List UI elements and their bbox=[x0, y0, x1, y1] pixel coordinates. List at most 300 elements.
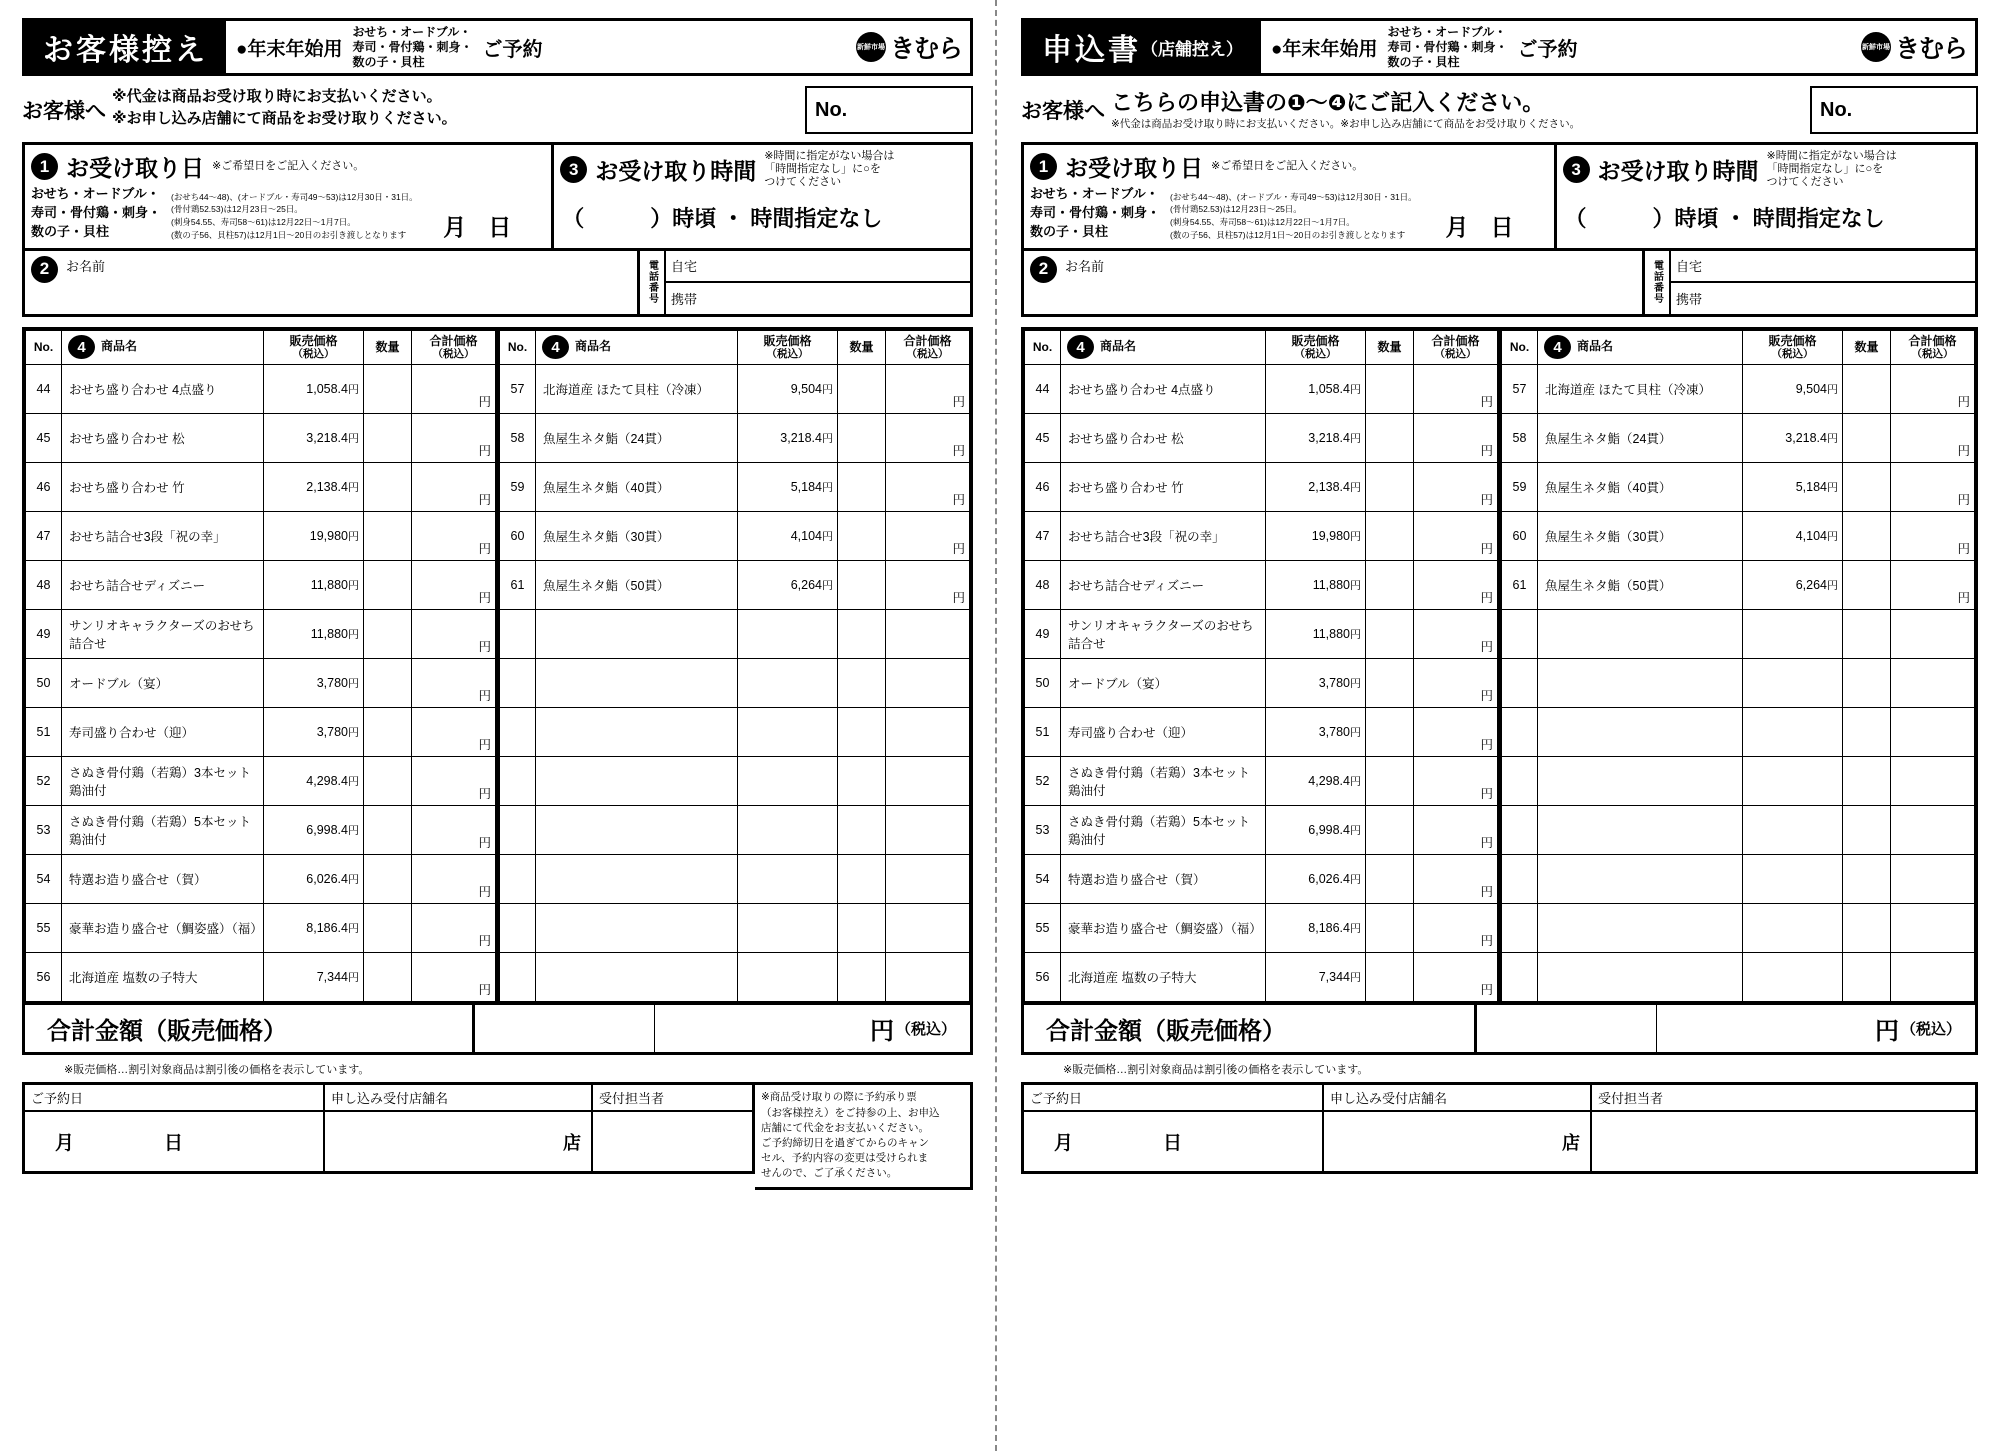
cell-price bbox=[1743, 757, 1843, 806]
product-table-right bbox=[1021, 327, 1978, 1006]
table-row bbox=[1025, 708, 1498, 757]
total-row-left bbox=[22, 1005, 973, 1055]
tel-home-field-right[interactable] bbox=[1671, 251, 1975, 284]
tel-home-field-left[interactable] bbox=[666, 251, 970, 284]
cell-total-input[interactable]: 円 bbox=[1891, 414, 1975, 463]
cell-price: 6,026.4円 bbox=[1266, 855, 1366, 904]
cell-quantity-input[interactable] bbox=[838, 757, 886, 806]
cell-price: 2,138.4円 bbox=[1266, 463, 1366, 512]
receive-detail-right-line2: (骨付鶏52.53)は12月23日～25日。 bbox=[1170, 204, 1302, 215]
table-row bbox=[1025, 561, 1498, 610]
cell-total-input[interactable] bbox=[886, 953, 970, 1002]
cell-product-name: さぬき骨付鶏（若鶏）3本セット 鶏油付 bbox=[1061, 757, 1266, 806]
cell-price: 4,104円 bbox=[1743, 512, 1843, 561]
receive-time-input-left[interactable]: （ ）時頃 ・ 時間指定なし bbox=[562, 205, 883, 231]
shop-name-value-left[interactable] bbox=[325, 1112, 591, 1171]
table-row bbox=[500, 708, 970, 757]
cell-quantity-input[interactable] bbox=[1843, 463, 1891, 512]
cell-price bbox=[738, 904, 838, 953]
cell-no: 54 bbox=[1025, 855, 1061, 904]
staff-value-left[interactable] bbox=[593, 1112, 752, 1171]
cell-product-name: おせち盛り合わせ 4点盛り bbox=[1061, 365, 1266, 414]
table-header-row bbox=[1025, 330, 1498, 365]
cell-quantity-input[interactable] bbox=[364, 708, 412, 757]
cell-product-name: おせち詰合せ3段「祝の幸」 bbox=[1061, 512, 1266, 561]
reservation-no-field-right[interactable] bbox=[1810, 86, 1978, 134]
cell-quantity-input[interactable] bbox=[364, 659, 412, 708]
table-row bbox=[1025, 904, 1498, 953]
table-row bbox=[1502, 659, 1975, 708]
cell-total-input[interactable] bbox=[1891, 610, 1975, 659]
cell-total-input[interactable] bbox=[886, 855, 970, 904]
cell-product-name: 特選お造り盛合せ（賀） bbox=[1061, 855, 1266, 904]
cell-quantity-input[interactable] bbox=[838, 708, 886, 757]
cell-total-input[interactable]: 円 bbox=[1414, 806, 1498, 855]
tel-home-label-right: 自宅 bbox=[1676, 259, 1703, 275]
receive-detail-left-line3: (刺身54.55、寿司58～61)は12月22日～1月7日。 bbox=[171, 217, 356, 228]
product-rows-b-left bbox=[500, 365, 970, 1002]
receive-time-head-left bbox=[554, 145, 970, 192]
cell-product-name: 北海道産 塩数の子特大 bbox=[1061, 953, 1266, 1002]
cell-total-input[interactable]: 円 bbox=[1414, 610, 1498, 659]
cell-total-input[interactable]: 円 bbox=[1414, 365, 1498, 414]
cell-price: 11,880円 bbox=[264, 610, 364, 659]
footnote-right: ※販売価格…割引対象商品は割引後の価格を表示しています。 bbox=[1063, 1064, 1369, 1077]
header-items-left-line3: 数の子・貝柱 bbox=[352, 54, 425, 69]
cell-total-input[interactable] bbox=[886, 708, 970, 757]
cell-product-name: 北海道産 塩数の子特大 bbox=[62, 953, 264, 1002]
total-spacer-right bbox=[1477, 1005, 1657, 1052]
cell-quantity-input[interactable] bbox=[364, 757, 412, 806]
cell-total-input[interactable]: 円 bbox=[412, 708, 496, 757]
cell-product-name bbox=[536, 708, 738, 757]
cell-total-input[interactable]: 円 bbox=[886, 512, 970, 561]
cell-quantity-input[interactable] bbox=[1366, 561, 1414, 610]
cell-quantity-input[interactable] bbox=[838, 414, 886, 463]
cell-product-name: さぬき骨付鶏（若鶏）3本セット 鶏油付 bbox=[62, 757, 264, 806]
cell-product-name bbox=[1538, 806, 1743, 855]
receive-time-head-right bbox=[1557, 145, 1975, 192]
reserve-date-cell-left[interactable] bbox=[25, 1085, 325, 1171]
cell-total-input[interactable] bbox=[1891, 757, 1975, 806]
tel-home-label-left: 自宅 bbox=[671, 259, 698, 275]
header-items-right-line2: 寿司・骨付鶏・刺身・ bbox=[1387, 39, 1508, 54]
receive-time-title-left: お受け取り時間 bbox=[595, 158, 757, 185]
step-2-circle-left: 2 bbox=[31, 256, 58, 283]
cell-product-name bbox=[1538, 659, 1743, 708]
cell-quantity-input[interactable] bbox=[1366, 414, 1414, 463]
total-value-field-left[interactable] bbox=[655, 1005, 970, 1052]
cell-total-input[interactable]: 円 bbox=[412, 610, 496, 659]
cell-price bbox=[738, 757, 838, 806]
cell-total-input[interactable]: 円 bbox=[412, 414, 496, 463]
cell-total-input[interactable] bbox=[886, 757, 970, 806]
receive-cat-left-line2: 寿司・骨付鶏・刺身・ bbox=[31, 204, 162, 220]
total-yen-right: 円 bbox=[1874, 1018, 1899, 1046]
cell-quantity-input[interactable] bbox=[838, 904, 886, 953]
cell-quantity-input[interactable] bbox=[364, 561, 412, 610]
cell-no: 46 bbox=[26, 463, 62, 512]
brand-logo-right bbox=[1861, 21, 1975, 73]
logo-badge-icon-right bbox=[1861, 32, 1891, 62]
cell-no bbox=[500, 610, 536, 659]
cell-price: 7,344円 bbox=[1266, 953, 1366, 1002]
cell-total-input[interactable] bbox=[1891, 806, 1975, 855]
cell-total-input[interactable]: 円 bbox=[412, 561, 496, 610]
notice-lines-left bbox=[112, 86, 805, 134]
cell-quantity-input[interactable] bbox=[1843, 561, 1891, 610]
notice-row-left bbox=[22, 86, 973, 134]
cell-no: 60 bbox=[1502, 512, 1538, 561]
th-no: No. bbox=[500, 330, 536, 365]
cell-quantity-input[interactable] bbox=[364, 610, 412, 659]
table-row bbox=[500, 365, 970, 414]
table-row bbox=[500, 414, 970, 463]
shop-name-value-right[interactable] bbox=[1324, 1112, 1590, 1171]
cell-price bbox=[1743, 708, 1843, 757]
cell-no: 48 bbox=[1025, 561, 1061, 610]
staff-label-left: 受付担当者 bbox=[593, 1085, 752, 1112]
product-column-a-right bbox=[1024, 330, 1501, 1003]
cell-product-name: さぬき骨付鶏（若鶏）5本セット 鶏油付 bbox=[62, 806, 264, 855]
cell-total-input[interactable]: 円 bbox=[886, 463, 970, 512]
cell-product-name: サンリオキャラクターズのおせち詰合せ bbox=[62, 610, 264, 659]
cell-total-input[interactable]: 円 bbox=[1414, 561, 1498, 610]
cell-price: 3,780円 bbox=[1266, 708, 1366, 757]
staff-label-right: 受付担当者 bbox=[1592, 1085, 1975, 1112]
cell-quantity-input[interactable] bbox=[364, 806, 412, 855]
reservation-no-label-left: No. bbox=[815, 98, 848, 121]
cell-quantity-input[interactable] bbox=[364, 512, 412, 561]
name-field-left[interactable] bbox=[25, 251, 640, 314]
cell-no: 58 bbox=[1502, 414, 1538, 463]
cell-total-input[interactable] bbox=[1891, 904, 1975, 953]
th-no: No. bbox=[1502, 330, 1538, 365]
cell-quantity-input[interactable] bbox=[1843, 414, 1891, 463]
cell-total-input[interactable]: 円 bbox=[412, 904, 496, 953]
receive-date-title-left: お受け取り日 bbox=[66, 155, 204, 181]
cell-quantity-input[interactable] bbox=[1366, 953, 1414, 1002]
receive-date-block-right bbox=[1024, 145, 1557, 248]
cell-quantity-input[interactable] bbox=[364, 463, 412, 512]
cell-quantity-input[interactable] bbox=[1366, 610, 1414, 659]
receive-date-block-left bbox=[25, 145, 554, 248]
cell-quantity-input[interactable] bbox=[838, 953, 886, 1002]
cell-quantity-input[interactable] bbox=[1843, 904, 1891, 953]
th-price-tax: （税込） bbox=[1294, 348, 1337, 361]
nenmatsu-label-right: ●年末年始用 bbox=[1271, 38, 1378, 60]
cell-total-input[interactable]: 円 bbox=[412, 659, 496, 708]
table-row bbox=[26, 414, 496, 463]
receive-date-title-right: お受け取り日 bbox=[1065, 155, 1203, 181]
reservation-no-field-left[interactable] bbox=[805, 86, 973, 134]
cell-product-name: 魚屋生ネタ鮨（50貫） bbox=[1538, 561, 1743, 610]
cell-no: 58 bbox=[500, 414, 536, 463]
cell-total-input[interactable]: 円 bbox=[1891, 365, 1975, 414]
cell-quantity-input[interactable] bbox=[364, 855, 412, 904]
shop-name-cell-right[interactable] bbox=[1324, 1085, 1592, 1171]
cell-total-input[interactable]: 円 bbox=[412, 757, 496, 806]
receive-date-note-right: ※ご希望日をご記入ください。 bbox=[1211, 159, 1364, 172]
cell-product-name bbox=[1538, 757, 1743, 806]
cell-total-input[interactable]: 円 bbox=[412, 512, 496, 561]
table-row bbox=[1502, 855, 1975, 904]
cell-total-input[interactable]: 円 bbox=[1414, 512, 1498, 561]
cell-product-name: さぬき骨付鶏（若鶏）5本セット 鶏油付 bbox=[1061, 806, 1266, 855]
cell-quantity-input[interactable] bbox=[1366, 855, 1414, 904]
cell-total-input[interactable] bbox=[1891, 953, 1975, 1002]
cell-price: 4,104円 bbox=[738, 512, 838, 561]
receive-cat-right-line3: 数の子・貝柱 bbox=[1030, 223, 1109, 239]
name-field-right[interactable] bbox=[1024, 251, 1645, 314]
cell-quantity-input[interactable] bbox=[364, 365, 412, 414]
bottom-section-left bbox=[22, 1082, 973, 1189]
cell-total-input[interactable]: 円 bbox=[412, 953, 496, 1002]
table-row bbox=[500, 806, 970, 855]
header-title-left bbox=[25, 21, 226, 73]
step-4-circle-right-b: 4 bbox=[1544, 335, 1571, 359]
table-row bbox=[1502, 512, 1975, 561]
cell-no: 57 bbox=[1502, 365, 1538, 414]
receive-categories-right bbox=[1030, 185, 1160, 242]
step-4-circle-left-b: 4 bbox=[542, 335, 569, 359]
cell-quantity-input[interactable] bbox=[364, 953, 412, 1002]
cell-total-input[interactable] bbox=[1891, 855, 1975, 904]
cell-price: 5,184円 bbox=[738, 463, 838, 512]
staff-value-right[interactable] bbox=[1592, 1112, 1975, 1171]
cell-price: 9,504円 bbox=[738, 365, 838, 414]
receive-time-block-left bbox=[554, 145, 970, 248]
receive-date-input-right[interactable] bbox=[1446, 209, 1548, 242]
cell-total-input[interactable]: 円 bbox=[412, 365, 496, 414]
cell-total-input[interactable]: 円 bbox=[1414, 757, 1498, 806]
cell-total-input[interactable] bbox=[1891, 659, 1975, 708]
header-items-right-line3: 数の子・貝柱 bbox=[1387, 54, 1460, 69]
cell-quantity-input[interactable] bbox=[1366, 708, 1414, 757]
cell-total-input[interactable]: 円 bbox=[886, 414, 970, 463]
cell-product-name: 寿司盛り合わせ（迎） bbox=[62, 708, 264, 757]
cell-price: 11,880円 bbox=[1266, 561, 1366, 610]
th-price bbox=[264, 330, 364, 365]
cell-quantity-input[interactable] bbox=[364, 904, 412, 953]
table-row bbox=[26, 757, 496, 806]
th-total-text: 合計価格 bbox=[903, 333, 952, 348]
table-row bbox=[500, 463, 970, 512]
cell-no bbox=[500, 904, 536, 953]
cell-no: 56 bbox=[26, 953, 62, 1002]
cell-no: 57 bbox=[500, 365, 536, 414]
total-value-field-right[interactable] bbox=[1657, 1005, 1975, 1052]
product-columns-right bbox=[1024, 330, 1975, 1003]
th-name-text: 商品名 bbox=[1577, 339, 1614, 354]
cell-product-name: おせち詰合せ3段「祝の幸」 bbox=[62, 512, 264, 561]
cell-quantity-input[interactable] bbox=[838, 610, 886, 659]
table-row bbox=[500, 512, 970, 561]
receive-date-note-left: ※ご希望日をご記入ください。 bbox=[212, 159, 365, 172]
cell-total-input[interactable]: 円 bbox=[1414, 953, 1498, 1002]
cell-quantity-input[interactable] bbox=[838, 855, 886, 904]
cell-product-name: 魚屋生ネタ鮨（50貫） bbox=[536, 561, 738, 610]
th-total-text: 合計価格 bbox=[1908, 333, 1957, 348]
receive-detail-right-line3: (刺身54.55、寿司58～61)は12月22日～1月7日。 bbox=[1170, 217, 1355, 228]
cell-total-input[interactable] bbox=[886, 610, 970, 659]
total-row-right bbox=[1021, 1005, 1978, 1055]
header-bar-left bbox=[22, 18, 973, 76]
cell-quantity-input[interactable] bbox=[1366, 659, 1414, 708]
logo-badge-text-right: 新鮮市場 bbox=[1861, 44, 1890, 51]
bottom-note-left-line4: ご予約締切日を過ぎてからのキャン bbox=[761, 1137, 929, 1150]
cell-total-input[interactable]: 円 bbox=[886, 561, 970, 610]
cell-quantity-input[interactable] bbox=[838, 512, 886, 561]
table-row bbox=[1502, 414, 1975, 463]
cell-no: 46 bbox=[1025, 463, 1061, 512]
receive-day-right: 日 bbox=[1490, 213, 1536, 240]
cell-quantity-input[interactable] bbox=[364, 414, 412, 463]
cell-price bbox=[738, 855, 838, 904]
cell-quantity-input[interactable] bbox=[1843, 365, 1891, 414]
th-total-tax: （税込） bbox=[906, 348, 949, 361]
receive-detail-right-line1: (おせち44～48)、(オードブル・寿司49～53)は12月30日・31日。 bbox=[1170, 191, 1417, 202]
cell-quantity-input[interactable] bbox=[1366, 463, 1414, 512]
bottom-note-left-line6: せんので、ご了承ください。 bbox=[761, 1167, 898, 1180]
customer-label-left: お客様へ bbox=[22, 100, 106, 123]
shop-suffix-right: 店 bbox=[1562, 1132, 1580, 1153]
cell-quantity-input[interactable] bbox=[1843, 512, 1891, 561]
cell-no: 52 bbox=[1025, 757, 1061, 806]
cell-quantity-input[interactable] bbox=[838, 806, 886, 855]
cell-total-input[interactable] bbox=[1891, 708, 1975, 757]
cell-quantity-input[interactable] bbox=[1366, 757, 1414, 806]
table-row bbox=[26, 806, 496, 855]
cell-quantity-input[interactable] bbox=[1843, 806, 1891, 855]
cell-no: 45 bbox=[26, 414, 62, 463]
th-qty: 数量 bbox=[1366, 330, 1414, 365]
cell-quantity-input[interactable] bbox=[1843, 953, 1891, 1002]
cell-price: 3,218.4円 bbox=[1743, 414, 1843, 463]
cell-total-input[interactable]: 円 bbox=[1414, 708, 1498, 757]
cell-price: 3,780円 bbox=[1266, 659, 1366, 708]
receive-cat-left-line1: おせち・オードブル・ bbox=[31, 186, 160, 201]
cell-quantity-input[interactable] bbox=[1366, 904, 1414, 953]
header-items-right-line1: おせち・オードブル・ bbox=[1387, 24, 1507, 39]
cell-quantity-input[interactable] bbox=[838, 659, 886, 708]
cell-total-input[interactable]: 円 bbox=[412, 806, 496, 855]
cell-product-name bbox=[536, 659, 738, 708]
receive-date-input-left[interactable] bbox=[443, 209, 545, 242]
product-column-b-right bbox=[1501, 330, 1975, 1003]
cell-no: 60 bbox=[500, 512, 536, 561]
logo-badge-icon-left bbox=[856, 32, 886, 62]
cell-quantity-input[interactable] bbox=[1843, 659, 1891, 708]
header-middle-right bbox=[1261, 21, 1861, 73]
header-title-right bbox=[1024, 21, 1261, 73]
cell-no: 50 bbox=[26, 659, 62, 708]
tel-mobile-field-left[interactable] bbox=[666, 283, 970, 314]
cell-total-input[interactable]: 円 bbox=[1891, 561, 1975, 610]
product-table-b-left bbox=[499, 330, 970, 1003]
th-price bbox=[1743, 330, 1843, 365]
cell-quantity-input[interactable] bbox=[838, 561, 886, 610]
shop-name-cell-left[interactable] bbox=[325, 1085, 593, 1171]
product-rows-b-right bbox=[1502, 365, 1975, 1002]
th-total bbox=[412, 330, 496, 365]
th-total-tax: （税込） bbox=[1911, 348, 1954, 361]
cell-total-input[interactable]: 円 bbox=[412, 463, 496, 512]
cell-total-input[interactable]: 円 bbox=[1414, 659, 1498, 708]
cell-total-input[interactable]: 円 bbox=[1414, 855, 1498, 904]
th-price bbox=[738, 330, 838, 365]
table-header-row bbox=[1502, 330, 1975, 365]
cell-total-input[interactable]: 円 bbox=[1414, 463, 1498, 512]
cell-quantity-input[interactable] bbox=[1366, 806, 1414, 855]
reservation-no-label-right: No. bbox=[1820, 98, 1853, 121]
tel-mobile-field-right[interactable] bbox=[1671, 283, 1975, 314]
cell-price: 6,998.4円 bbox=[264, 806, 364, 855]
cell-no: 59 bbox=[1502, 463, 1538, 512]
table-row bbox=[1025, 610, 1498, 659]
cell-no bbox=[1502, 855, 1538, 904]
cell-quantity-input[interactable] bbox=[1366, 365, 1414, 414]
cell-no: 44 bbox=[1025, 365, 1061, 414]
staff-cell-right[interactable] bbox=[1592, 1085, 1975, 1171]
product-table-b-right bbox=[1501, 330, 1975, 1003]
cell-total-input[interactable]: 円 bbox=[1414, 414, 1498, 463]
cell-total-input[interactable]: 円 bbox=[1414, 904, 1498, 953]
reserve-date-value-right[interactable] bbox=[1024, 1112, 1322, 1171]
th-price-tax: （税込） bbox=[292, 348, 335, 361]
cell-quantity-input[interactable] bbox=[1843, 855, 1891, 904]
cell-product-name: オードブル（宴） bbox=[62, 659, 264, 708]
cell-quantity-input[interactable] bbox=[1843, 708, 1891, 757]
cell-price: 3,218.4円 bbox=[264, 414, 364, 463]
cell-quantity-input[interactable] bbox=[1843, 757, 1891, 806]
cell-product-name bbox=[1538, 610, 1743, 659]
cell-total-input[interactable] bbox=[886, 806, 970, 855]
shop-suffix-left: 店 bbox=[563, 1132, 581, 1153]
staff-cell-left[interactable] bbox=[593, 1085, 752, 1171]
cell-product-name: おせち盛り合わせ 竹 bbox=[1061, 463, 1266, 512]
cell-no: 50 bbox=[1025, 659, 1061, 708]
logo-text-right: きむら bbox=[1894, 35, 1967, 63]
cell-quantity-input[interactable] bbox=[1843, 610, 1891, 659]
cell-price bbox=[738, 708, 838, 757]
cell-total-input[interactable]: 円 bbox=[886, 365, 970, 414]
cell-quantity-input[interactable] bbox=[838, 365, 886, 414]
table-row bbox=[500, 953, 970, 1002]
cell-no bbox=[500, 953, 536, 1002]
cell-price: 8,186.4円 bbox=[1266, 904, 1366, 953]
cell-total-input[interactable]: 円 bbox=[1891, 512, 1975, 561]
cell-no bbox=[1502, 610, 1538, 659]
tel-label-left: 電話番号 bbox=[640, 251, 666, 314]
cell-price bbox=[738, 610, 838, 659]
table-row bbox=[26, 610, 496, 659]
cell-quantity-input[interactable] bbox=[838, 463, 886, 512]
total-spacer-left bbox=[475, 1005, 655, 1052]
reserve-date-cell-right[interactable] bbox=[1024, 1085, 1324, 1171]
cell-no bbox=[1502, 806, 1538, 855]
th-price-text: 販売価格 bbox=[289, 333, 338, 348]
cell-quantity-input[interactable] bbox=[1366, 512, 1414, 561]
bottom-note-left-line3: 店舗にて代金をお支払いください。 bbox=[761, 1121, 929, 1134]
cell-total-input[interactable] bbox=[886, 904, 970, 953]
cell-total-input[interactable]: 円 bbox=[1891, 463, 1975, 512]
receive-time-input-right[interactable]: （ ）時頃 ・ 時間指定なし bbox=[1564, 205, 1885, 231]
cell-total-input[interactable]: 円 bbox=[412, 855, 496, 904]
reserve-date-value-left[interactable] bbox=[25, 1112, 323, 1171]
header-title-right-sub: （店舗控え） bbox=[1141, 39, 1243, 59]
cell-total-input[interactable] bbox=[886, 659, 970, 708]
